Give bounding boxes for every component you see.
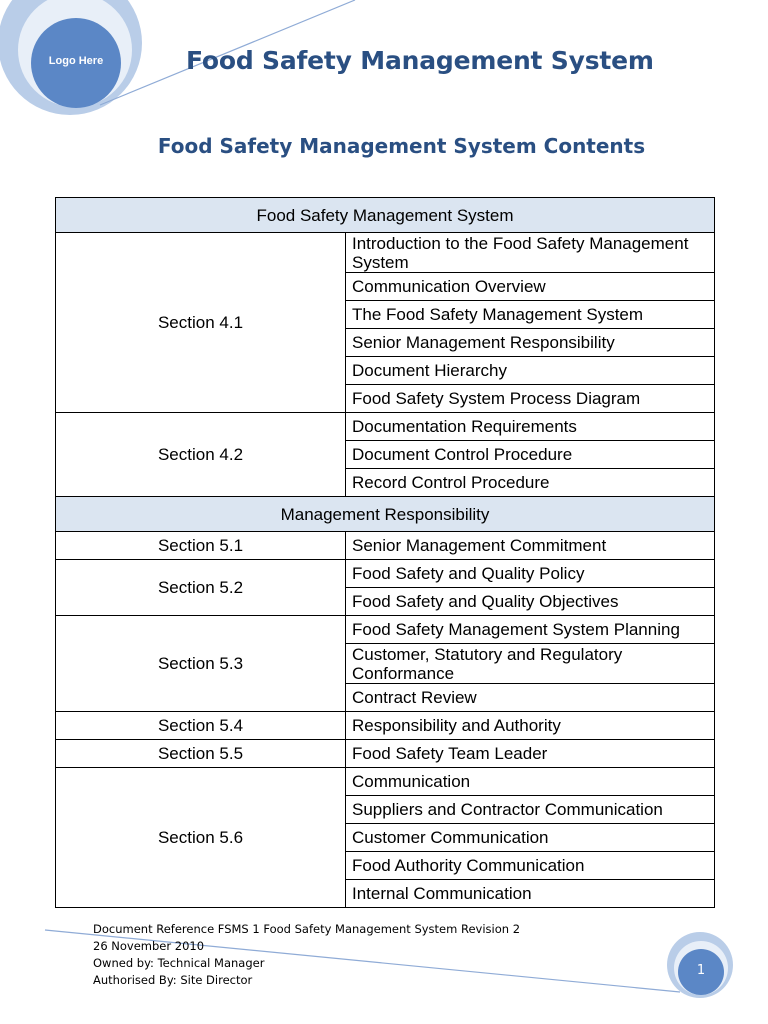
contents-item: Food Safety and Quality Policy — [346, 560, 715, 588]
group-header-cell: Management Responsibility — [56, 497, 715, 532]
document-title: Food Safety Management System — [186, 46, 654, 75]
table-row — [56, 532, 715, 560]
table-group-header — [56, 497, 715, 532]
contents-item: Introduction to the Food Safety Management System — [346, 233, 715, 273]
document-footer — [93, 921, 520, 989]
table-group-header — [56, 198, 715, 233]
contents-item: Food Safety and Quality Objectives — [346, 588, 715, 616]
section-label: Section 4.2 — [56, 413, 346, 497]
contents-item: Customer, Statutory and Regulatory Conformance — [346, 644, 715, 684]
section-label: Section 5.5 — [56, 740, 346, 768]
contents-item: Responsibility and Authority — [346, 712, 715, 740]
contents-item: The Food Safety Management System — [346, 301, 715, 329]
contents-item: Record Control Procedure — [346, 469, 715, 497]
contents-item: Documentation Requirements — [346, 413, 715, 441]
contents-item: Food Safety System Process Diagram — [346, 385, 715, 413]
table-row — [56, 560, 715, 588]
contents-item: Customer Communication — [346, 824, 715, 852]
contents-item: Communication Overview — [346, 273, 715, 301]
contents-table — [55, 197, 715, 908]
footer-date: 26 November 2010 — [93, 939, 205, 953]
section-label: Section 5.4 — [56, 712, 346, 740]
contents-item: Food Safety Management System Planning — [346, 616, 715, 644]
table-row — [56, 413, 715, 441]
table-row — [56, 740, 715, 768]
section-label: Section 5.2 — [56, 560, 346, 616]
contents-item: Document Hierarchy — [346, 357, 715, 385]
contents-item: Document Control Procedure — [346, 441, 715, 469]
contents-item: Senior Management Commitment — [346, 532, 715, 560]
contents-item: Contract Review — [346, 684, 715, 712]
group-header-cell: Food Safety Management System — [56, 198, 715, 233]
contents-item: Food Authority Communication — [346, 852, 715, 880]
table-row — [56, 712, 715, 740]
contents-item: Food Safety Team Leader — [346, 740, 715, 768]
contents-title: Food Safety Management System Contents — [157, 134, 646, 158]
contents-item: Internal Communication — [346, 880, 715, 908]
table-row — [56, 233, 715, 273]
section-label: Section 5.1 — [56, 532, 346, 560]
page-number: 1 — [696, 963, 706, 978]
footer-document-reference: Document Reference FSMS 1 Food Safety Management System Revision 2 — [93, 922, 521, 936]
contents-item: Suppliers and Contractor Communication — [346, 796, 715, 824]
table-row — [56, 768, 715, 796]
footer-authoriser: Authorised By: Site Director — [93, 973, 253, 987]
section-label: Section 5.6 — [56, 768, 346, 908]
footer-owner: Owned by: Technical Manager — [93, 956, 265, 970]
table-row — [56, 616, 715, 644]
section-label: Section 5.3 — [56, 616, 346, 712]
logo-placeholder: Logo Here — [48, 55, 104, 67]
contents-item: Communication — [346, 768, 715, 796]
section-label: Section 4.1 — [56, 233, 346, 413]
contents-item: Senior Management Responsibility — [346, 329, 715, 357]
